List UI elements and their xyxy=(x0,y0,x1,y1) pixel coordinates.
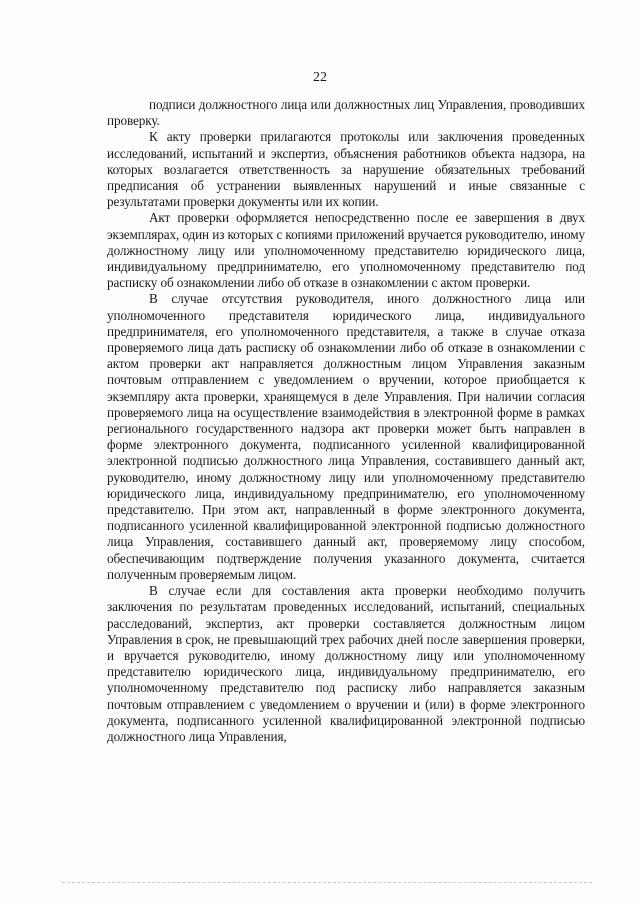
paragraph-expert-conclusions: В случае если для составления акта проверки необходимо получить заключения по результатам проведенных исследований, испытаний, специальных расследований, экспертиз, акт проверки составляется должностным лицом Управления в срок, не превышающий трех рабочих дней после завершения проверки, и вручается руководителю, иному должностному лицу или уполномоченному представителю юридического лица, индивидуальному предпринимателю, его уполномоченному представителю под расписку либо направляется заказным почтовым отправлением с уведомлением о вручении и (или) в форме электронного документа, подписанного усиленной квалифицированной электронной подписью должностного лица Управления, xyxy=(107,583,585,744)
paragraph-act-issuance: Акт проверки оформляется непосредственно после ее завершения в двух экземплярах, один из которых с копиями приложений вручается руководителю, иному должностному лицу или уполномоченному представителю юридического лица, индивидуальному предпринимателю, его уполномоченному представителю под расписку об ознакомлении либо об отказе в ознакомлении с актом проверки. xyxy=(107,210,585,291)
paragraph-attachments: К акту проверки прилагаются протоколы или заключения проведенных исследований, испытаний и экспертиз, объяснения работников объекта надзора, на которых возлагается ответственность за нарушение обязательных требований предписания об устранении выявленных нарушений и иные связанные с результатами проверки документы или их копии. xyxy=(107,129,585,210)
scan-footer-artifact xyxy=(62,882,592,883)
document-body xyxy=(107,97,585,745)
page-number: 22 xyxy=(313,70,327,85)
paragraph-continuation: подписи должностного лица или должностных лиц Управления, проводивших проверку. xyxy=(107,97,585,129)
paragraph-absence-delivery: В случае отсутствия руководителя, иного должностного лица или уполномоченного представителя юридического лица, индивидуального предпринимателя, его уполномоченного представителя, а также в случае отказа проверяемого лица дать расписку об ознакомлении либо об отказе в ознакомлении с актом проверки акт направляется должностным лицом Управления заказным почтовым отправлением с уведомлением о вручении, которое приобщается к экземпляру акта проверки, хранящемуся в деле Управления. При наличии согласия проверяемого лица на осуществление взаимодействия в электронной форме в рамках регионального государственного надзора акт проверки может быть направлен в форме электронного документа, подписанного усиленной квалифицированной электронной подписью должностного лица Управления, составившего данный акт, руководителю, иному должностному лицу или уполномоченному представителю юридического лица, индивидуальному предпринимателю, его уполномоченному представителю. При этом акт, направленный в форме электронного документа, подписанного усиленной квалифицированной электронной подписью должностного лица Управления, составившего данный акт, проверяемому лицу способом, обеспечивающим подтверждение получения указанного документа, считается полученным проверяемым лицом. xyxy=(107,291,585,582)
